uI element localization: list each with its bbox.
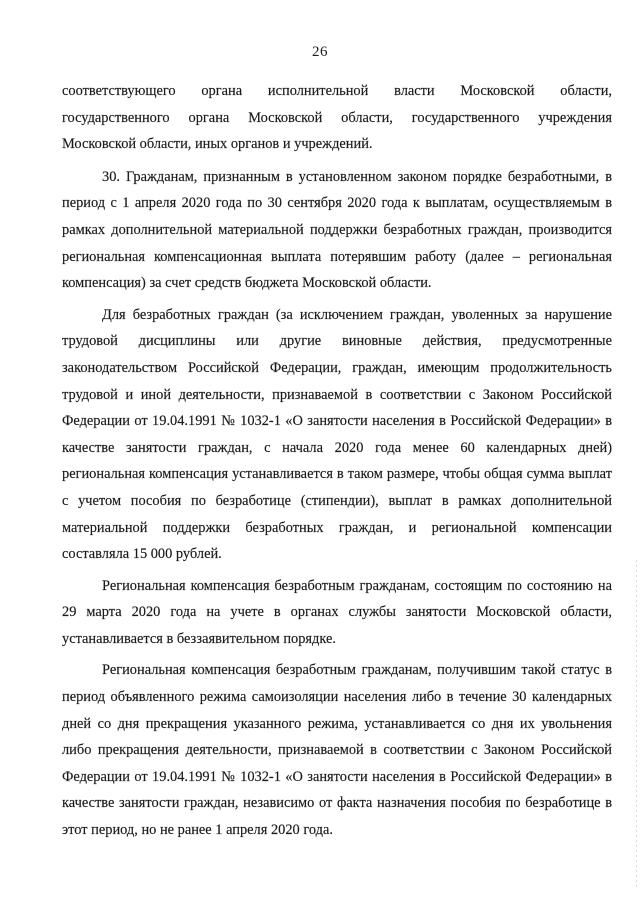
- scan-edge-artifact: [636, 560, 637, 890]
- document-body: [62, 78, 612, 849]
- paragraph-unemployed-compensation-amount: Для безработных граждан (за исключением граждан, уволенных за нарушение трудовой дисциплины или другие виновные действия, предусмотренные законодательством Российской Федерации, граждан, имеющим продолжительность трудовой и иной деятельности, признаваемой в соответствии с Законом Российской Федерации от 19.04.1991 № 1032-1 «О занятости населения в Российской Федерации» в качестве занятости граждан, с начала 2020 года менее 60 календарных дней) региональная компенсация устанавливается в таком размере, чтобы общая сумма выплат с учетом пособия по безработице (стипендии), выплат в рамках дополнительной материальной поддержки безработных граждан, и региональной компенсации составляла 15 000 рублей.: [62, 306, 612, 563]
- paragraph-registered-unemployed: Региональная компенсация безработным гражданам, состоящим по состоянию на 29 марта 2020 года на учете в органах службы занятости Московской области, устанавливается в беззаявительном порядке.: [62, 577, 612, 647]
- paragraph-item-30: 30. Гражданам, признанным в установленном законом порядке безработными, в период с 1 апреля 2020 года по 30 сентября 2020 года к выплатам, осуществляемым в рамках дополнительной материальной поддержки безработных граждан, производится региональная компенсационная выплата потерявшим работу (далее – региональная компенсация) за счет средств бюджета Московской области.: [62, 168, 612, 292]
- paragraph-continuation: соответствующего органа исполнительной власти Московской области, государственного органа Московской области, государственного учреждения Московской области, иных органов и учреждений.: [62, 83, 612, 153]
- paragraph-self-isolation-period: Региональная компенсация безработным гражданам, получившим такой статус в период объявленного режима самоизоляции населения либо в течение 30 календарных дней со дня прекращения указанного режима, устанавливается со дня их увольнения либо прекращения деятельности, признаваемой в соответствии с Законом Российской Федерации от 19.04.1991 № 1032-1 «О занятости населения в Российской Федерации» в качестве занятости граждан, независимо от факта назначения пособия по безработице в этот период, но не ранее 1 апреля 2020 года.: [62, 662, 612, 839]
- page-number: 26: [312, 44, 328, 60]
